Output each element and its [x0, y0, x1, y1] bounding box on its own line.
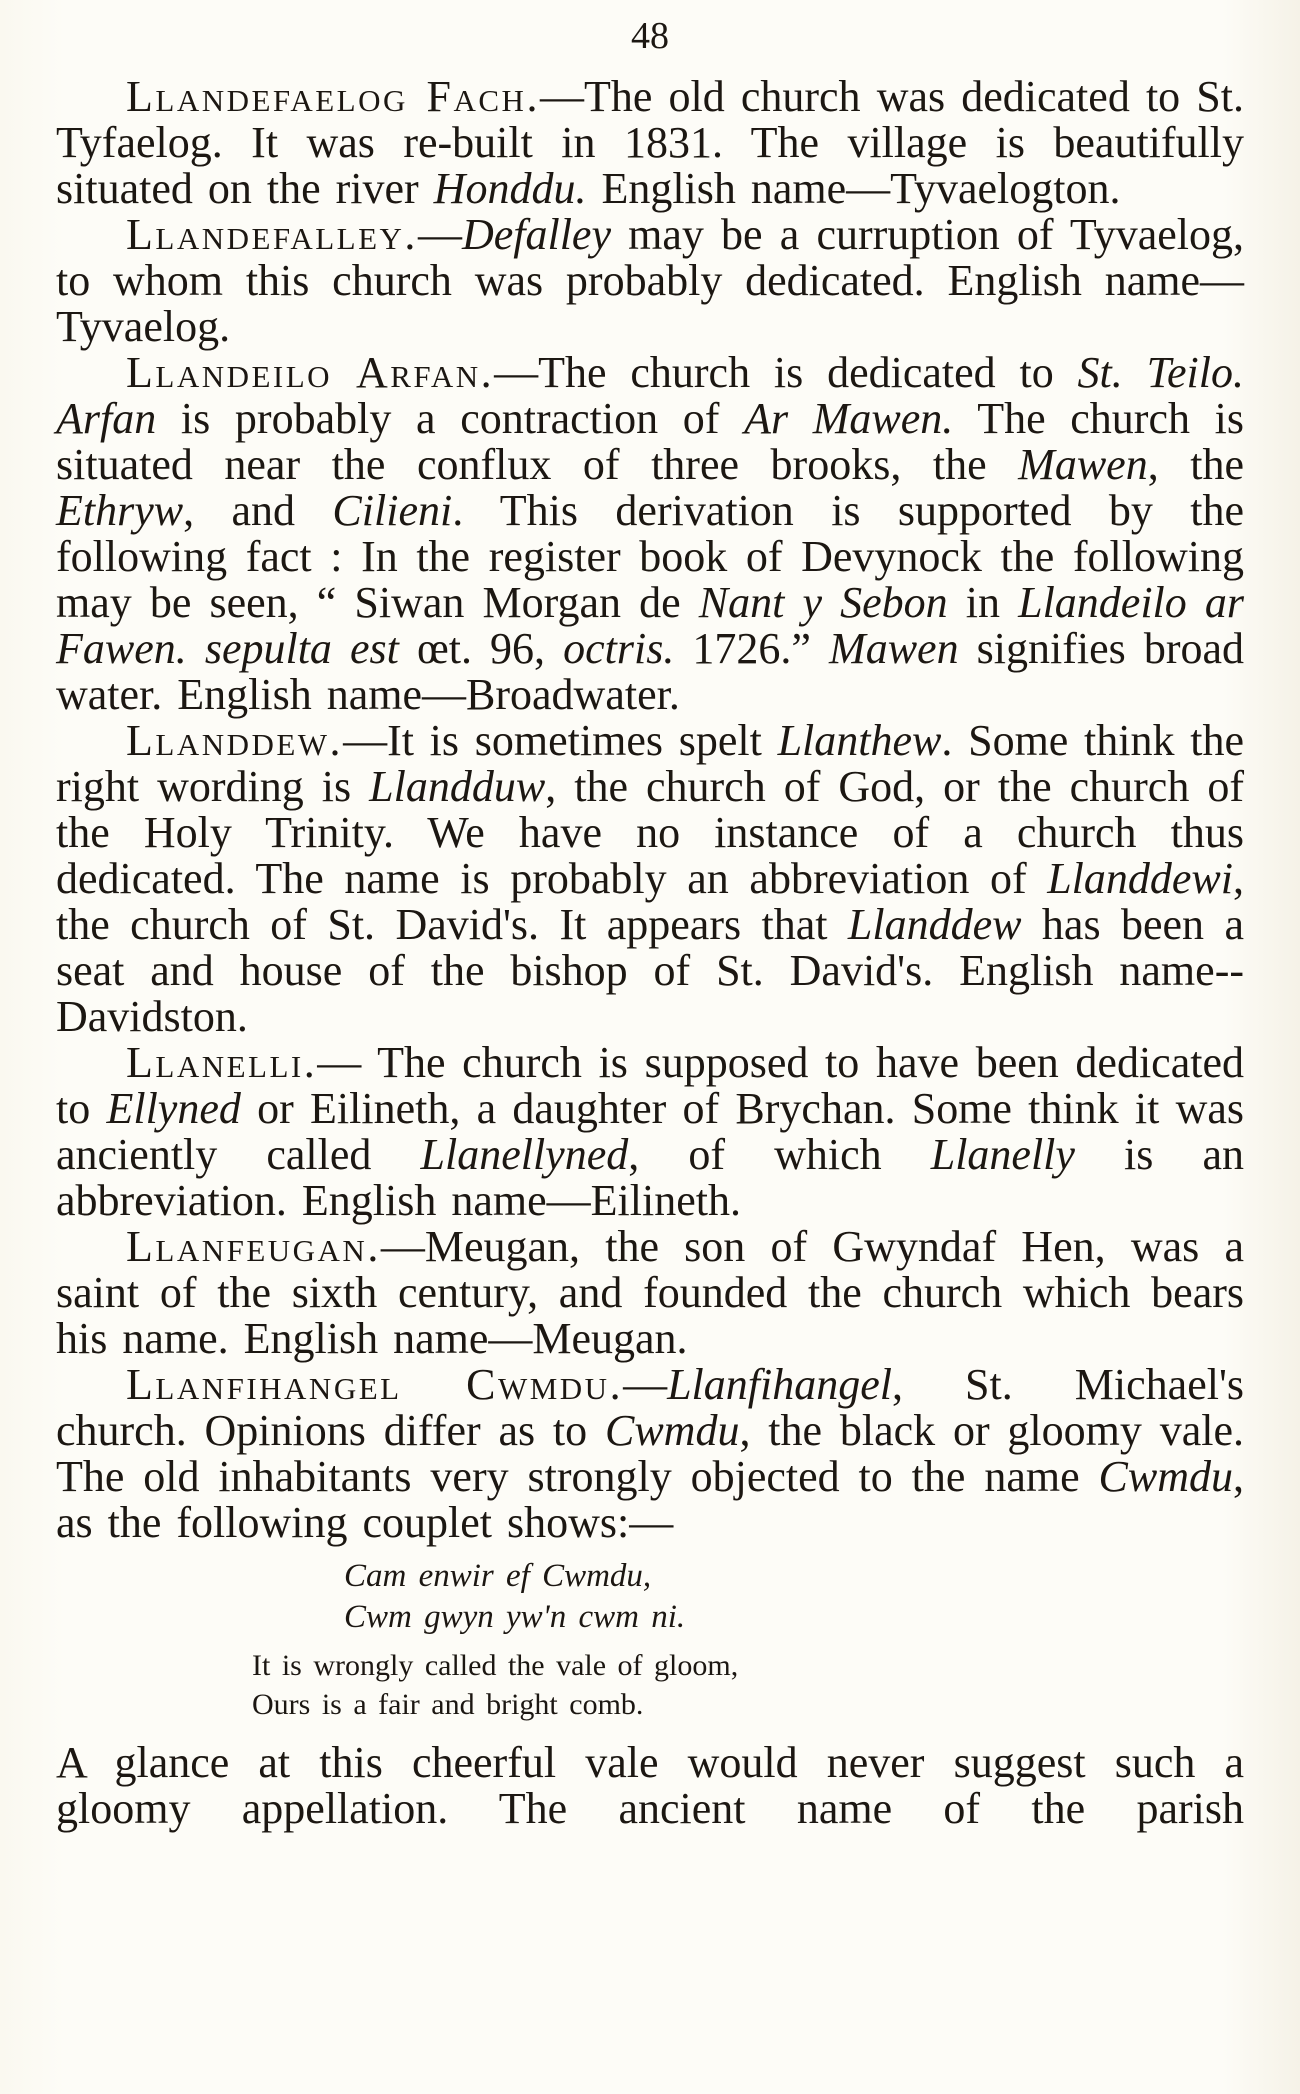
text-run: , the church of St. David's. It appears that [56, 854, 1244, 949]
italic-text: Honddu. [433, 164, 587, 213]
text-run: , and [183, 486, 333, 535]
italic-text: Llanthew [777, 716, 942, 765]
text-run: is an abbreviation. English name—Eilineth. [56, 1130, 1244, 1225]
text-run: —The church is dedicated to [494, 348, 1078, 397]
italic-text: Cwmdu [604, 1406, 740, 1455]
italic-text: Nant y Sebon [698, 578, 948, 627]
italic-text: Ellyned [106, 1084, 241, 1133]
translation-line-2: Ours is a fair and bright comb. [252, 1688, 644, 1721]
italic-text: Llanddewi [1047, 854, 1233, 903]
text-run: A glance at this cheerful vale would never suggest such a gloomy appellation. The ancient name of the parish [56, 1738, 1244, 1833]
italic-text: Llanfihangel [667, 1360, 892, 1409]
text-run: English name—Tyvaelogton. [586, 164, 1121, 213]
text-run: — The church is supposed to have been dedicated to [56, 1038, 1244, 1133]
italic-text: Mawen [829, 624, 959, 673]
text-run: , of which [628, 1130, 931, 1179]
text-run: may be a curruption of Tyvaelog, to whom this church was probably dedicated. English name—Tyvaelog. [56, 210, 1244, 351]
text-run: . This derivation is supported by the following fact : In the register book of Devynock the following may be seen, “ Siwan Morgan de [56, 486, 1244, 627]
text-run: —It is sometimes spelt [343, 716, 778, 765]
text-run: . Some think the right wording is [56, 716, 1245, 811]
entry-llanfihangel-cwmdu [56, 1362, 1244, 1546]
italic-text: Cwmdu [1098, 1452, 1233, 1501]
italic-text: Arfan [56, 394, 157, 443]
welsh-couplet [344, 1556, 1244, 1638]
page-body [56, 74, 1244, 1832]
entry-heading: Llanfeugan. [126, 1222, 381, 1271]
couplet-line-1: Cam enwir ef Cwmdu, [344, 1558, 652, 1594]
text-run: —Meugan, the son of Gwyndaf Hen, was a saint of the sixth century, and founded the church which bears his name. English name—Meugan. [56, 1222, 1244, 1363]
entry-llanfeugan [56, 1224, 1244, 1362]
text-run: in [947, 578, 1019, 627]
text-run: 1726.” [674, 624, 830, 673]
italic-text: Defalley [461, 210, 611, 259]
italic-text: octris. [563, 624, 675, 673]
italic-text: Llanddew [847, 900, 1022, 949]
italic-text: Llandeilo ar Fawen. sepulta est [56, 578, 1244, 673]
entry-heading: Llandefalley. [126, 210, 418, 259]
closing-paragraph [56, 1740, 1244, 1832]
text-run: , the black or gloomy vale. The old inhabitants very strongly objected to the name [56, 1406, 1244, 1501]
text-run: —The old church was dedicated to St. Tyfaelog. It was re-built in 1831. The village is beautifully situated on the river [56, 72, 1244, 213]
entry-heading: Llanfihangel Cwmdu. [126, 1360, 624, 1409]
entry-llanelli [56, 1040, 1244, 1224]
entry-heading: Llanelli. [126, 1038, 318, 1087]
text-run: , as the following couplet shows:— [56, 1452, 1244, 1547]
entry-llanddew [56, 718, 1244, 1040]
italic-text: Llandduw [369, 762, 546, 811]
italic-text: Ethryw [56, 486, 184, 535]
text-run: œt. 96, [398, 624, 564, 673]
text-run: The church is situated near the conflux of three brooks, the [56, 394, 1244, 489]
italic-text: Mawen [1018, 440, 1148, 489]
italic-text: Llanelly [930, 1130, 1075, 1179]
entry-llandeilo-arfan [56, 350, 1244, 718]
text-run: is probably a contraction of [156, 394, 745, 443]
entry-heading: Llandeilo Arfan. [126, 348, 495, 397]
translation-line-1: It is wrongly called the vale of gloom, [252, 1649, 739, 1682]
text-run: , St. Michael's church. Opinions differ as to [56, 1360, 1244, 1455]
page-number: 48 [631, 15, 669, 57]
text-run: signifies broad water. English name—Broadwater. [56, 624, 1245, 719]
entry-heading: Llanddew. [126, 716, 344, 765]
page-header [56, 14, 1244, 58]
text-run: , the [1147, 440, 1244, 489]
entry-llandefaelog-fach [56, 74, 1244, 212]
italic-text: St. Teilo. [1077, 348, 1244, 397]
italic-text: Cilieni [332, 486, 453, 535]
italic-text: Llanellyned [420, 1130, 629, 1179]
text-run: or Eilineth, a daughter of Brychan. Some think it was anciently called [56, 1084, 1245, 1179]
couplet-line-2: Cwm gwyn yw'n cwm ni. [344, 1599, 686, 1635]
text-run: , the church of God, or the church of the Holy Trinity. We have no instance of a church thus dedicated. The name is probably an abbreviation of [56, 762, 1244, 903]
entry-heading: Llandefaelog Fach. [126, 72, 540, 121]
entry-llandefalley [56, 212, 1244, 350]
couplet-translation [252, 1646, 1244, 1724]
text-run: — [623, 1360, 668, 1409]
italic-text: Ar Mawen. [744, 394, 954, 443]
text-run: — [417, 210, 462, 259]
text-run: has been a seat and house of the bishop of St. David's. English name--Davidston. [56, 900, 1244, 1041]
